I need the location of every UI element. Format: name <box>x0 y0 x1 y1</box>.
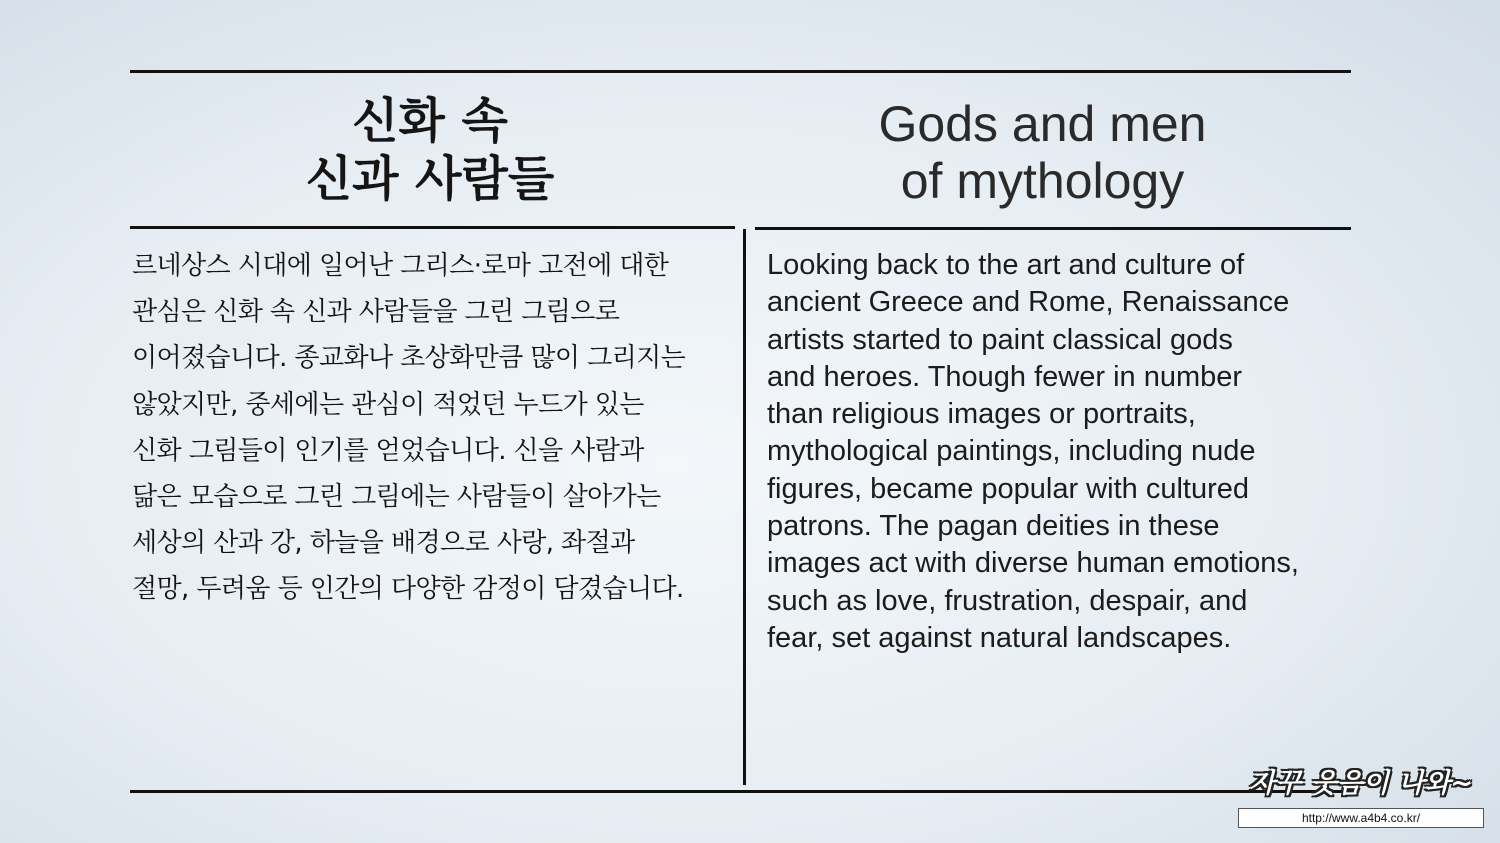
watermark <box>1238 766 1484 828</box>
korean-body-line: 않았지만, 중세에는 관심이 적었던 누드가 있는 <box>132 389 644 420</box>
korean-body-line: 절망, 두려움 등 인간의 다양한 감정이 담겼습니다. <box>132 574 684 605</box>
column-divider <box>743 229 746 785</box>
bottom-rule <box>130 790 1351 793</box>
english-body-line: mythological paintings, including nude <box>767 435 1256 468</box>
english-title-line: Gods and men <box>878 96 1207 152</box>
english-body-line: ancient Greece and Rome, Renaissance <box>767 286 1290 319</box>
english-body-line: and heroes. Though fewer in number <box>767 360 1243 393</box>
korean-body-line: 세상의 산과 강, 하늘을 배경으로 사랑, 좌절과 <box>132 528 635 559</box>
english-title-line: of mythology <box>900 153 1185 209</box>
english-body-line: than religious images or portraits, <box>767 398 1196 431</box>
korean-body-text <box>132 243 732 613</box>
english-body-line: artists started to paint classical gods <box>767 323 1233 356</box>
korean-body-line: 신화 그림들이 인기를 얻었습니다. 신을 사람과 <box>132 435 644 466</box>
english-title-rule <box>755 227 1351 230</box>
korean-title-line: 신과 사람들 <box>305 151 555 207</box>
korean-body-line: 관심은 신화 속 신과 사람들을 그린 그림으로 <box>132 297 620 328</box>
korean-title-line: 신화 속 <box>352 93 508 149</box>
korean-body-line: 닮은 모습으로 그린 그림에는 사람들이 살아가는 <box>132 482 661 513</box>
korean-body-line: 르네상스 시대에 일어난 그리스·로마 고전에 대한 <box>132 251 669 281</box>
watermark-text: 자꾸 웃음이 나와~ <box>1249 768 1473 799</box>
korean-body-line: 이어졌습니다. 종교화나 초상화만큼 많이 그리지는 <box>132 343 686 374</box>
english-body-line: such as love, frustration, despair, and <box>767 584 1248 617</box>
english-body-line: figures, became popular with cultured <box>767 472 1249 505</box>
english-body-line: images act with diverse human emotions, <box>767 547 1299 580</box>
english-title <box>755 96 1330 210</box>
watermark-url: http://www.a4b4.co.kr/ <box>1238 808 1484 828</box>
english-body-line: patrons. The pagan deities in these <box>767 510 1220 543</box>
korean-title <box>130 92 730 208</box>
english-body-line: fear, set against natural landscapes. <box>767 621 1232 654</box>
top-rule <box>130 70 1351 73</box>
english-body-text <box>767 247 1352 657</box>
english-body-line: Looking back to the art and culture of <box>767 249 1245 281</box>
korean-title-rule <box>130 226 735 229</box>
